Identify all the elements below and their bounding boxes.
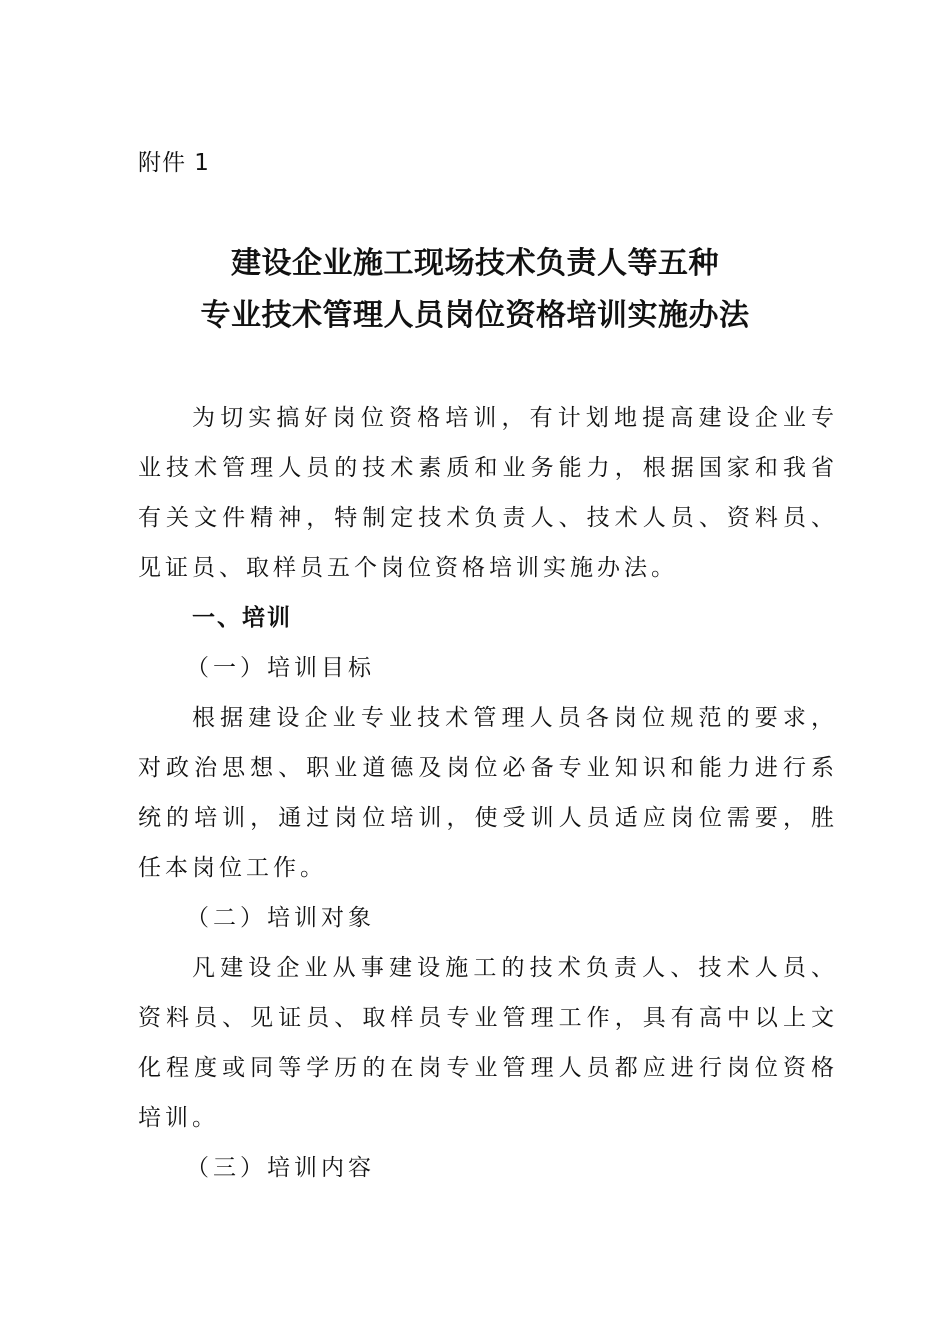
attachment-label: 附件 1 xyxy=(138,150,210,176)
target-paragraph: 凡建设企业从事建设施工的技术负责人、技术人员、资料员、见证员、取样员专业管理工作，具有高中以上文化程度或同等学历的在岗专业管理人员都应进行岗位资格培训。 xyxy=(138,955,838,1131)
subsection-heading-content: （三）培训内容 xyxy=(186,1155,375,1181)
intro-paragraph: 为切实搞好岗位资格培训，有计划地提高建设企业专业技术管理人员的技术素质和业务能力，根据国家和我省有关文件精神，特制定技术负责人、技术人员、资料员、见证员、取样员五个岗位资格培训实施办法。 xyxy=(138,405,838,581)
section-heading-training: 一、培训 xyxy=(192,605,292,631)
goal-paragraph: 根据建设企业专业技术管理人员各岗位规范的要求，对政治思想、职业道德及岗位必备专业知识和能力进行系统的培训，通过岗位培训，使受训人员适应岗位需要，胜任本岗位工作。 xyxy=(138,705,838,881)
title-line-1: 建设企业施工现场技术负责人等五种 xyxy=(231,246,719,281)
document-title xyxy=(0,238,950,342)
subsection-heading-goal: （一）培训目标 xyxy=(186,655,375,681)
document-body xyxy=(138,393,838,1193)
subsection-heading-target: （二）培训对象 xyxy=(186,905,375,931)
title-line-2: 专业技术管理人员岗位资格培训实施办法 xyxy=(200,298,750,333)
